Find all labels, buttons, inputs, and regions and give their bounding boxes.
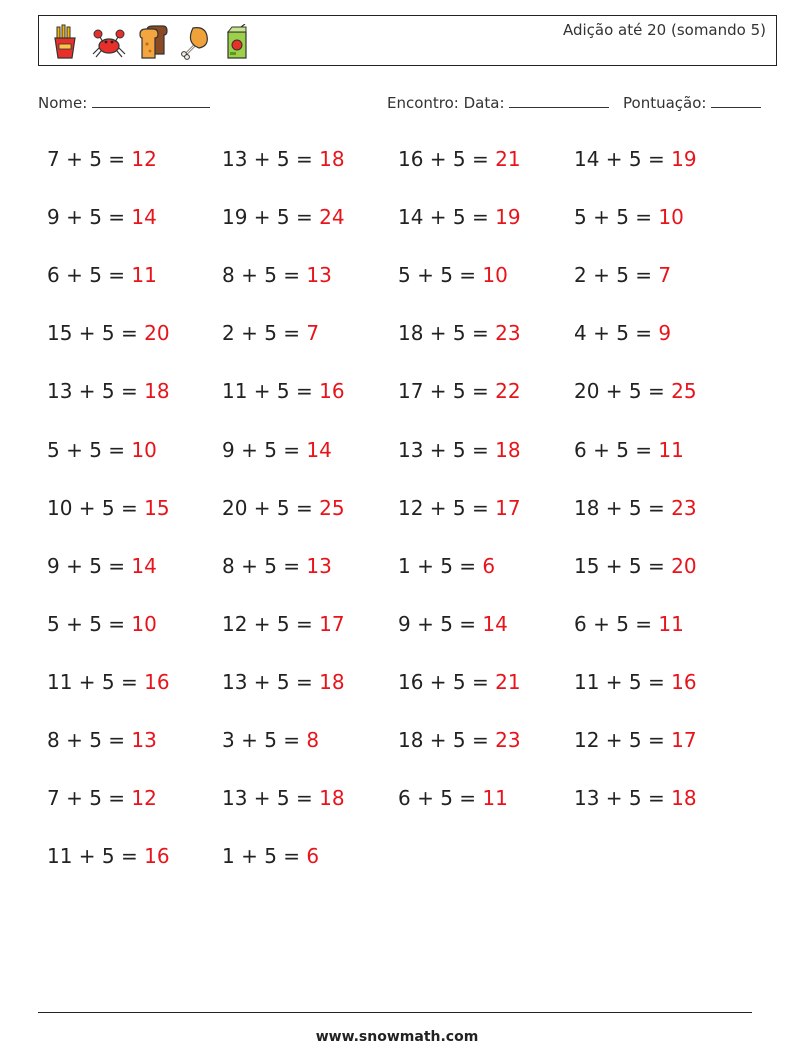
problem-item (398, 728, 521, 752)
problem-answer: 20 (144, 321, 170, 346)
problem-item (574, 205, 684, 229)
problem-answer: 14 (306, 437, 332, 462)
score-field (623, 93, 761, 112)
problem-answer: 18 (319, 786, 345, 811)
problem-answer: 20 (671, 553, 697, 578)
problem-answer: 7 (306, 321, 320, 346)
problem-answer: 23 (495, 728, 521, 752)
problem-item (222, 786, 345, 810)
problem-question: 1 + 5 = (398, 553, 477, 578)
problem-item (398, 496, 521, 520)
problem-answer: 18 (671, 786, 697, 811)
problem-question: 18 + 5 = (574, 495, 665, 520)
problem-answer: 24 (319, 205, 345, 230)
problem-item (574, 321, 671, 345)
name-label: Nome: (38, 94, 88, 112)
problem-answer: 16 (144, 844, 170, 869)
problem-answer: 16 (144, 669, 170, 694)
problem-question: 20 + 5 = (574, 379, 665, 404)
problem-question: 7 + 5 = (47, 786, 126, 811)
problem-question: 6 + 5 = (398, 786, 477, 811)
problem-item (398, 670, 521, 694)
problem-answer: 18 (144, 379, 170, 404)
problem-item (47, 438, 157, 462)
problem-item (222, 728, 319, 752)
problem-question: 2 + 5 = (574, 263, 653, 288)
problem-answer: 23 (671, 495, 697, 520)
problem-question: 7 + 5 = (47, 147, 126, 171)
problem-item (47, 321, 170, 345)
problem-question: 5 + 5 = (398, 263, 477, 288)
problem-answer: 25 (671, 379, 697, 404)
problem-question: 14 + 5 = (574, 147, 665, 171)
problem-answer: 22 (495, 379, 521, 404)
problem-answer: 9 (658, 321, 672, 346)
problem-item (398, 612, 508, 636)
drumstick-icon (179, 24, 211, 60)
problem-question: 10 + 5 = (47, 495, 138, 520)
problem-question: 9 + 5 = (47, 205, 126, 230)
problem-question: 15 + 5 = (574, 553, 665, 578)
problem-answer: 25 (319, 495, 345, 520)
problem-question: 11 + 5 = (222, 379, 313, 404)
problem-item (398, 263, 508, 287)
problem-question: 12 + 5 = (222, 611, 313, 636)
problem-answer: 11 (658, 611, 684, 636)
problem-question: 17 + 5 = (398, 379, 489, 404)
problem-answer: 16 (671, 669, 697, 694)
problem-answer: 8 (306, 728, 320, 752)
problem-answer: 16 (319, 379, 345, 404)
problem-question: 13 + 5 = (222, 786, 313, 811)
problem-answer: 10 (658, 205, 684, 230)
problem-answer: 11 (658, 437, 684, 462)
worksheet-title: Adição até 20 (somando 5) (562, 21, 766, 39)
problem-item (398, 205, 521, 229)
name-blank (92, 93, 210, 108)
problem-item (47, 844, 170, 868)
problem-answer: 14 (131, 553, 157, 578)
problem-item (47, 670, 170, 694)
problem-question: 5 + 5 = (47, 437, 126, 462)
problem-answer: 14 (131, 205, 157, 230)
problem-item (398, 147, 521, 171)
problem-question: 15 + 5 = (47, 321, 138, 346)
problem-answer: 13 (306, 553, 332, 578)
problem-answer: 19 (671, 147, 697, 171)
problem-question: 11 + 5 = (47, 669, 138, 694)
problem-answer: 11 (482, 786, 508, 811)
footer-site: www.snowmath.com (315, 1029, 479, 1045)
problem-question: 13 + 5 = (398, 437, 489, 462)
problem-item (398, 554, 495, 578)
problem-item (47, 612, 157, 636)
date-field (387, 93, 609, 112)
crab-icon (91, 24, 127, 60)
problem-question: 5 + 5 = (47, 611, 126, 636)
problem-item (222, 612, 345, 636)
problem-item (574, 786, 697, 810)
problem-answer: 7 (658, 263, 672, 288)
problem-question: 1 + 5 = (222, 844, 301, 869)
problem-question: 9 + 5 = (398, 611, 477, 636)
problem-item (222, 844, 319, 868)
problem-question: 9 + 5 = (47, 553, 126, 578)
problem-item (222, 379, 345, 403)
problem-question: 8 + 5 = (47, 728, 126, 752)
problem-item (222, 205, 345, 229)
problem-question: 20 + 5 = (222, 495, 313, 520)
problem-question: 18 + 5 = (398, 321, 489, 346)
problem-item (47, 496, 170, 520)
juice-box-icon (221, 24, 253, 60)
score-label: Pontuação: (623, 94, 707, 112)
problem-item (222, 147, 345, 171)
problem-answer: 21 (495, 147, 521, 171)
problem-answer: 19 (495, 205, 521, 230)
problem-answer: 18 (495, 437, 521, 462)
problem-question: 9 + 5 = (222, 437, 301, 462)
problem-item (222, 554, 332, 578)
problem-answer: 6 (482, 553, 496, 578)
worksheet-header (38, 15, 777, 66)
problem-item (574, 612, 684, 636)
problem-item (47, 728, 157, 752)
problem-question: 12 + 5 = (398, 495, 489, 520)
problem-item (574, 147, 697, 171)
score-blank (711, 93, 761, 108)
problem-answer: 6 (306, 844, 320, 869)
toast-icon (137, 24, 169, 60)
problem-item (222, 496, 345, 520)
problem-answer: 12 (131, 786, 157, 811)
problem-item (574, 554, 697, 578)
problem-answer: 13 (306, 263, 332, 288)
problem-question: 11 + 5 = (574, 669, 665, 694)
problem-answer: 18 (319, 147, 345, 171)
footer-divider (38, 1012, 752, 1013)
problem-item (398, 321, 521, 345)
problem-answer: 12 (131, 147, 157, 171)
problem-answer: 21 (495, 669, 521, 694)
problem-question: 8 + 5 = (222, 263, 301, 288)
problem-item (47, 263, 157, 287)
problem-item (398, 786, 508, 810)
problem-question: 8 + 5 = (222, 553, 301, 578)
problem-question: 11 + 5 = (47, 844, 138, 869)
problem-question: 13 + 5 = (222, 147, 313, 171)
problem-question: 6 + 5 = (574, 611, 653, 636)
problem-question: 6 + 5 = (574, 437, 653, 462)
problem-item (574, 263, 671, 287)
problem-item (222, 670, 345, 694)
problem-question: 12 + 5 = (574, 728, 665, 752)
problem-question: 13 + 5 = (574, 786, 665, 811)
problem-answer: 15 (144, 495, 170, 520)
problem-question: 4 + 5 = (574, 321, 653, 346)
date-blank (509, 93, 609, 108)
problem-answer: 10 (131, 437, 157, 462)
problem-question: 3 + 5 = (222, 728, 301, 752)
problem-item (574, 670, 697, 694)
problem-item (47, 147, 157, 171)
problem-question: 6 + 5 = (47, 263, 126, 288)
problem-question: 14 + 5 = (398, 205, 489, 230)
problem-question: 13 + 5 = (222, 669, 313, 694)
name-field (38, 93, 210, 112)
fries-icon (49, 24, 81, 60)
problem-item (398, 438, 521, 462)
problem-answer: 17 (495, 495, 521, 520)
problem-item (574, 496, 697, 520)
problem-item (47, 554, 157, 578)
problem-answer: 10 (482, 263, 508, 288)
problem-item (574, 379, 697, 403)
problem-item (47, 205, 157, 229)
problem-answer: 13 (131, 728, 157, 752)
problem-item (222, 321, 319, 345)
problem-item (222, 263, 332, 287)
problem-item (574, 728, 697, 752)
problem-question: 18 + 5 = (398, 728, 489, 752)
problem-answer: 23 (495, 321, 521, 346)
problem-item (47, 379, 170, 403)
problem-answer: 10 (131, 611, 157, 636)
problem-answer: 17 (671, 728, 697, 752)
problem-question: 2 + 5 = (222, 321, 301, 346)
problem-item (222, 438, 332, 462)
problem-question: 16 + 5 = (398, 147, 489, 171)
problem-question: 19 + 5 = (222, 205, 313, 230)
problem-answer: 11 (131, 263, 157, 288)
problem-answer: 17 (319, 611, 345, 636)
problem-item (574, 438, 684, 462)
problem-question: 13 + 5 = (47, 379, 138, 404)
problem-question: 5 + 5 = (574, 205, 653, 230)
problem-item (398, 379, 521, 403)
problem-answer: 18 (319, 669, 345, 694)
icon-strip (49, 22, 253, 62)
problem-question: 16 + 5 = (398, 669, 489, 694)
problem-item (47, 786, 157, 810)
date-label: Encontro: Data: (387, 94, 505, 112)
problem-answer: 14 (482, 611, 508, 636)
